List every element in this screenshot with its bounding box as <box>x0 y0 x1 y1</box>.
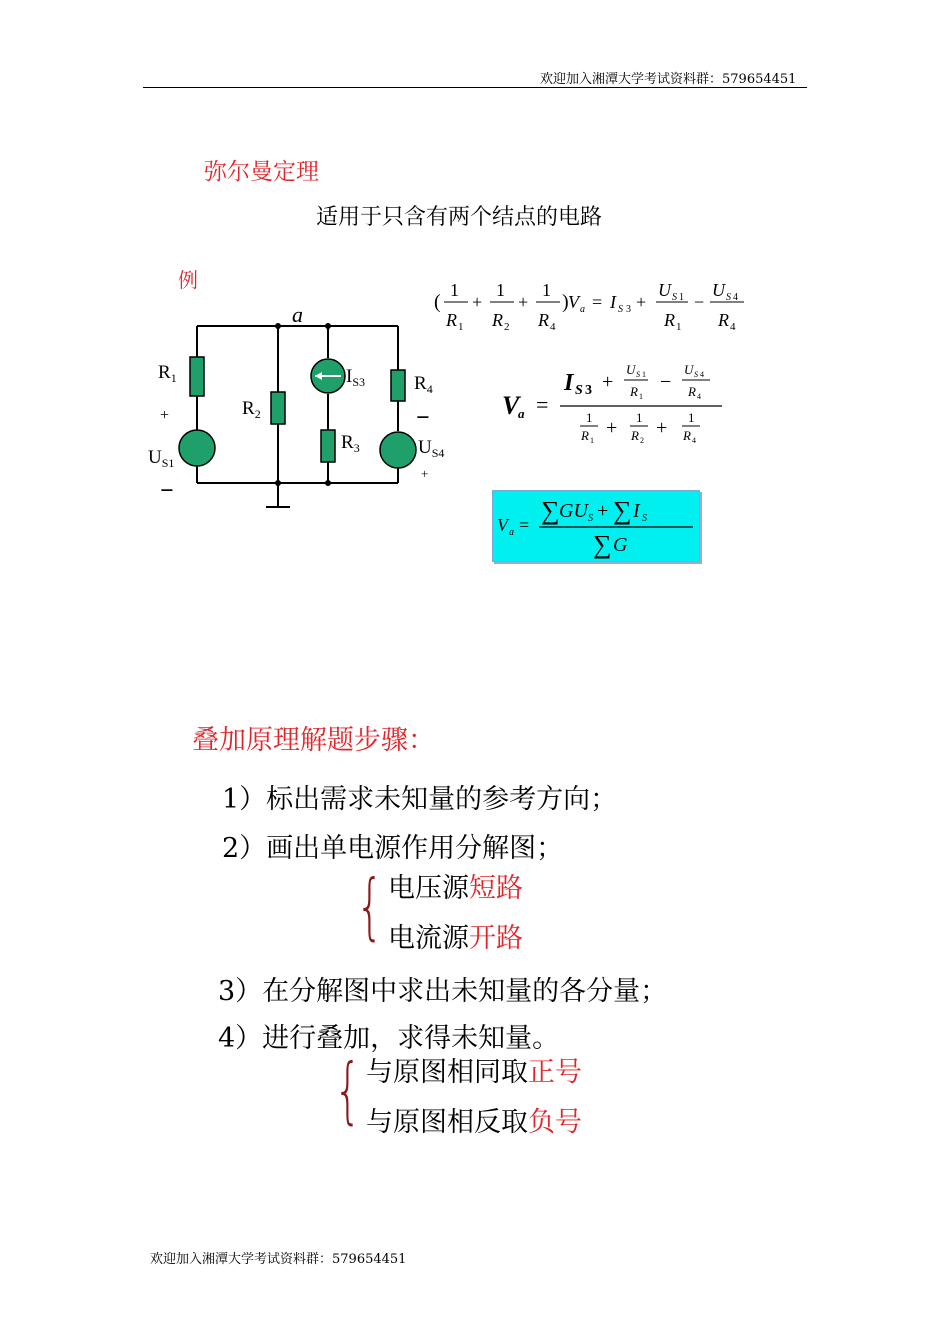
footer-text: 欢迎加入湘潭大学考试资料群：579654451 <box>150 1252 407 1267</box>
svg-text:+: + <box>518 292 529 312</box>
svg-text:∑: ∑ <box>541 496 560 525</box>
svg-text:1: 1 <box>679 292 684 303</box>
resistor-r2 <box>271 392 285 424</box>
svg-text:S: S <box>618 304 623 315</box>
svg-text:R: R <box>664 310 675 330</box>
header-rule <box>143 87 807 88</box>
svg-text:+: + <box>602 371 614 393</box>
voltage-source-us4 <box>380 432 416 468</box>
node-equation <box>430 270 760 340</box>
svg-text:S: S <box>636 370 640 379</box>
svg-text:1: 1 <box>450 280 459 300</box>
svg-text:+: + <box>636 292 647 312</box>
svg-text:1: 1 <box>458 321 464 333</box>
node-dot-a <box>275 323 281 329</box>
svg-text:1: 1 <box>642 370 646 379</box>
svg-text:4: 4 <box>730 321 736 333</box>
svg-text:R: R <box>446 310 457 330</box>
svg-text:S: S <box>588 513 593 524</box>
svg-text:R: R <box>631 428 639 443</box>
label-plus-us4: + <box>421 466 429 481</box>
svg-text:U: U <box>684 362 694 377</box>
step-3: 3）在分解图中求出未知量的各分量； <box>218 976 668 1007</box>
label-plus-us1: + <box>160 407 170 424</box>
svg-text:4: 4 <box>733 292 738 303</box>
svg-text:V: V <box>568 292 579 312</box>
svg-text:+: + <box>597 500 609 522</box>
svg-text:4: 4 <box>692 436 696 445</box>
svg-text:(: ( <box>434 291 441 313</box>
svg-text:I: I <box>633 500 640 522</box>
label-r3: $R_3$ <box>341 432 360 455</box>
svg-text:1: 1 <box>590 436 594 445</box>
brace-step4: { <box>334 1048 362 1132</box>
svg-text:1: 1 <box>688 410 695 425</box>
svg-text:1: 1 <box>676 321 682 333</box>
svg-text:U: U <box>712 280 725 300</box>
label-is3: $I_{S3}$ <box>346 366 366 389</box>
svg-text:2: 2 <box>640 436 644 445</box>
svg-text:S: S <box>694 370 698 379</box>
svg-text:V: V <box>502 391 520 420</box>
svg-text:−: − <box>694 292 705 312</box>
voltage-source-us1 <box>179 430 215 466</box>
node-dot-bottom-2 <box>325 480 331 486</box>
section-title-millman: 弥尔曼定理 <box>204 159 319 185</box>
step-2: 2）画出单电源作用分解图； <box>222 833 564 864</box>
svg-text:GU: GU <box>559 500 588 522</box>
svg-text:U: U <box>658 280 671 300</box>
svg-text:R: R <box>630 384 638 399</box>
svg-text:−: − <box>660 371 672 393</box>
general-formula-svg <box>493 491 699 561</box>
opposite-direction-line: 与原图相反取负号 <box>366 1107 582 1138</box>
svg-text:S: S <box>575 383 583 398</box>
svg-text:1: 1 <box>636 410 643 425</box>
same-direction-line: 与原图相同取正号 <box>366 1057 582 1088</box>
svg-text:a: a <box>580 304 585 315</box>
brace-step2: { <box>356 864 384 948</box>
resistor-r1 <box>190 357 204 396</box>
va-formula <box>496 354 736 454</box>
svg-text:∑: ∑ <box>613 496 632 525</box>
label-us4: $U_{S4}$ <box>418 437 445 460</box>
label-minus-us4: − <box>416 405 430 431</box>
header-text: 欢迎加入湘潭大学考试资料群：579654451 <box>540 72 797 87</box>
svg-text:R: R <box>688 384 696 399</box>
resistor-r3 <box>321 430 335 462</box>
step-1: 1）标出需求未知量的参考方向； <box>222 784 618 815</box>
general-formula-box <box>492 490 700 562</box>
svg-text:G: G <box>613 534 628 556</box>
node-dot-bottom-1 <box>275 480 281 486</box>
svg-text:I: I <box>564 370 574 396</box>
label-r2: $R_2$ <box>242 398 261 421</box>
label-minus-us1: − <box>160 478 174 504</box>
svg-text:1: 1 <box>496 280 505 300</box>
svg-text:2: 2 <box>504 321 510 333</box>
circuit-diagram <box>140 300 440 520</box>
svg-text:1: 1 <box>542 280 551 300</box>
svg-text:R: R <box>581 428 589 443</box>
svg-text:1: 1 <box>639 392 643 401</box>
svg-text:+: + <box>656 417 668 439</box>
svg-text:=: = <box>519 515 530 535</box>
svg-text:3: 3 <box>585 383 592 398</box>
svg-text:∑: ∑ <box>593 530 612 559</box>
label-r4: $R_4$ <box>414 373 433 396</box>
step-4: 4）进行叠加，求得未知量。 <box>218 1023 560 1054</box>
svg-text:=: = <box>592 292 603 312</box>
svg-text:1: 1 <box>586 410 593 425</box>
svg-text:4: 4 <box>697 392 701 401</box>
svg-text:4: 4 <box>550 321 556 333</box>
svg-text:S: S <box>726 292 731 303</box>
current-source-line: 电流源开路 <box>388 923 523 954</box>
node-dot-top <box>325 323 331 329</box>
svg-text:+: + <box>472 292 483 312</box>
svg-text:R: R <box>492 310 503 330</box>
svg-text:R: R <box>718 310 729 330</box>
resistor-r4 <box>391 370 405 401</box>
svg-text:R: R <box>683 428 691 443</box>
svg-text:S: S <box>642 513 647 524</box>
svg-text:): ) <box>562 291 569 313</box>
svg-text:I: I <box>610 292 616 312</box>
svg-text:a: a <box>509 527 514 538</box>
svg-text:a: a <box>518 406 525 421</box>
label-us1: $U_{S1}$ <box>148 447 175 470</box>
section-title-superposition: 叠加原理解题步骤： <box>192 725 435 756</box>
svg-text:U: U <box>626 362 636 377</box>
svg-text:=: = <box>536 392 549 417</box>
example-label: 例 <box>178 268 198 292</box>
svg-text:3: 3 <box>626 304 631 315</box>
svg-text:4: 4 <box>700 370 704 379</box>
svg-text:V: V <box>497 515 508 535</box>
voltage-source-line: 电压源短路 <box>388 873 523 904</box>
svg-text:R: R <box>538 310 549 330</box>
millman-subtitle: 适用于只含有两个结点的电路 <box>316 205 603 230</box>
label-r1: $R_1$ <box>158 362 177 385</box>
svg-text:+: + <box>606 417 618 439</box>
svg-text:S: S <box>672 292 677 303</box>
node-label-a: a <box>292 302 303 327</box>
